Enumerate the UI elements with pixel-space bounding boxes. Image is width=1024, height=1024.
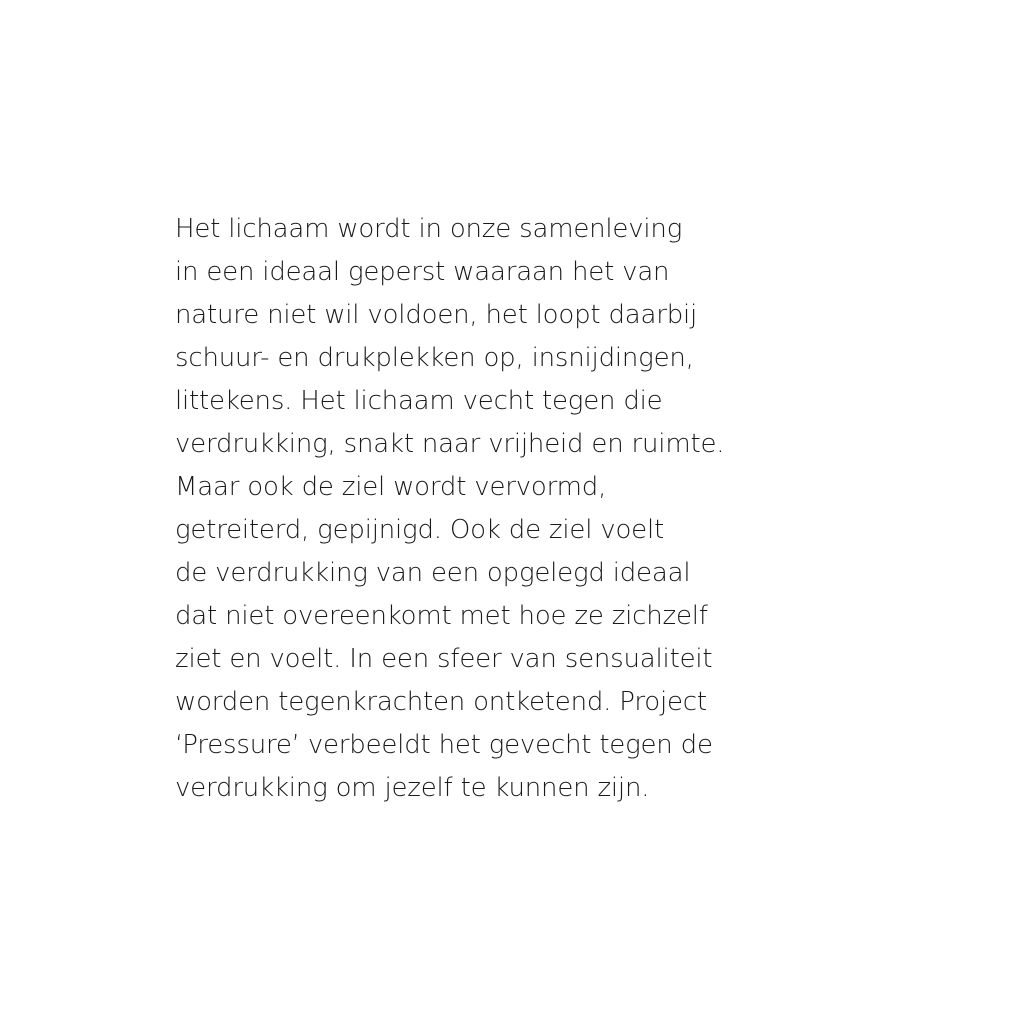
text-line: dat niet overeenkomt met hoe ze zichzelf bbox=[175, 601, 708, 631]
text-line: Maar ook de ziel wordt vervormd, bbox=[175, 472, 607, 502]
text-line: verdrukking om jezelf te kunnen zijn. bbox=[175, 773, 650, 803]
text-line: de verdrukking van een opgelegd ideaal bbox=[175, 558, 691, 588]
text-line: verdrukking, snakt naar vrijheid en ruimte. bbox=[175, 429, 725, 459]
body-text bbox=[175, 208, 875, 810]
text-line: ziet en voelt. In een sfeer van sensualiteit bbox=[175, 644, 713, 674]
text-line: in een ideaal geperst waaraan het van bbox=[175, 257, 670, 287]
text-line: worden tegenkrachten ontketend. Project bbox=[175, 687, 707, 717]
text-line: getreiterd, gepijnigd. Ook de ziel voelt bbox=[175, 515, 664, 545]
text-line: ‘Pressure’ verbeeldt het gevecht tegen de bbox=[175, 730, 713, 760]
text-line: Het lichaam wordt in onze samenleving bbox=[175, 214, 683, 244]
text-line: littekens. Het lichaam vecht tegen die bbox=[175, 386, 663, 416]
text-line: schuur- en drukplekken op, insnijdingen, bbox=[175, 343, 694, 373]
text-line: nature niet wil voldoen, het loopt daarbij bbox=[175, 300, 698, 330]
